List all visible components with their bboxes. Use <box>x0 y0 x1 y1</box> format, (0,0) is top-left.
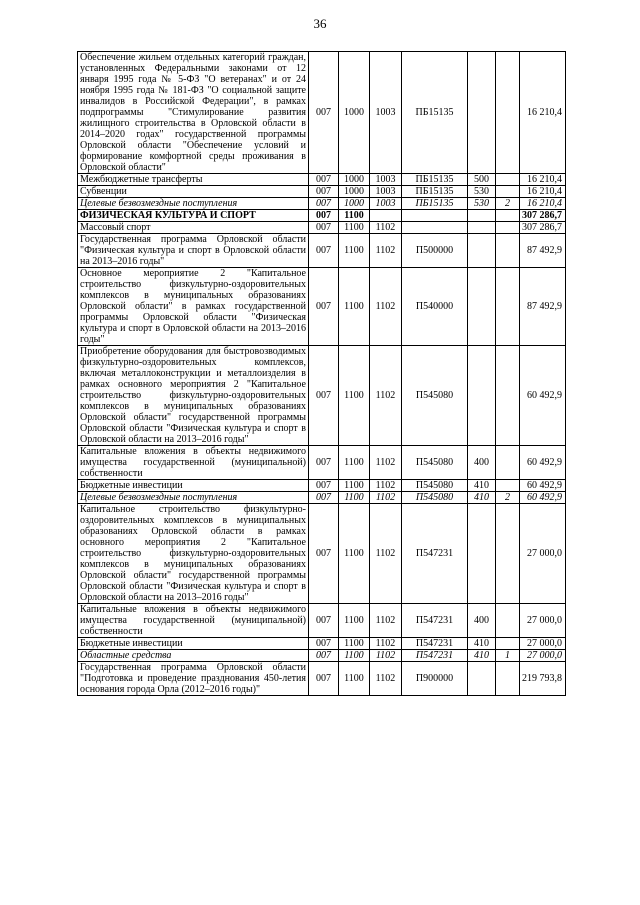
row-ministry-code: 007 <box>309 52 339 174</box>
row-funding-source-code <box>496 210 520 222</box>
table-row <box>78 198 566 210</box>
row-description: Межбюджетные трансферты <box>78 174 309 186</box>
row-funding-source-code <box>496 186 520 198</box>
row-funding-source-code <box>496 480 520 492</box>
row-subsection-code: 1102 <box>370 662 402 696</box>
row-amount: 27 000,0 <box>520 604 566 638</box>
row-subsection-code: 1102 <box>370 504 402 604</box>
table-row <box>78 234 566 268</box>
row-funding-source-code <box>496 446 520 480</box>
row-subsection-code: 1102 <box>370 480 402 492</box>
row-description: Государственная программа Орловской области "Подготовка и проведение празднования 450-летия основания города Орла (2012–2016 годы)" <box>78 662 309 696</box>
row-section-code: 1000 <box>339 174 370 186</box>
table-body <box>78 52 566 696</box>
row-target-article-code: П547231 <box>402 650 468 662</box>
row-section-code: 1100 <box>339 210 370 222</box>
row-expense-type-code: 410 <box>468 638 496 650</box>
row-section-code: 1100 <box>339 638 370 650</box>
row-expense-type-code <box>468 222 496 234</box>
row-amount: 307 286,7 <box>520 210 566 222</box>
row-ministry-code: 007 <box>309 222 339 234</box>
row-amount: 16 210,4 <box>520 174 566 186</box>
table-row <box>78 662 566 696</box>
row-amount: 87 492,9 <box>520 234 566 268</box>
row-subsection-code: 1003 <box>370 174 402 186</box>
row-ministry-code: 007 <box>309 638 339 650</box>
row-amount: 27 000,0 <box>520 638 566 650</box>
row-subsection-code: 1102 <box>370 604 402 638</box>
row-description: Капитальные вложения в объекты недвижимого имущества государственной (муниципальной) собственности <box>78 446 309 480</box>
row-subsection-code: 1102 <box>370 492 402 504</box>
row-target-article-code: П547231 <box>402 638 468 650</box>
row-description: Бюджетные инвестиции <box>78 638 309 650</box>
row-target-article-code: П547231 <box>402 504 468 604</box>
row-ministry-code: 007 <box>309 504 339 604</box>
row-description: Государственная программа Орловской области "Физическая культура и спорт в Орловской области на 2013–2016 годы" <box>78 234 309 268</box>
row-section-code: 1100 <box>339 446 370 480</box>
row-expense-type-code <box>468 234 496 268</box>
row-funding-source-code: 1 <box>496 650 520 662</box>
row-amount: 60 492,9 <box>520 492 566 504</box>
row-amount: 60 492,9 <box>520 480 566 492</box>
row-funding-source-code <box>496 174 520 186</box>
row-subsection-code: 1003 <box>370 52 402 174</box>
row-subsection-code <box>370 210 402 222</box>
row-target-article-code: ПБ15135 <box>402 52 468 174</box>
row-target-article-code: П500000 <box>402 234 468 268</box>
row-expense-type-code: 410 <box>468 480 496 492</box>
row-section-code: 1100 <box>339 504 370 604</box>
row-subsection-code: 1102 <box>370 446 402 480</box>
row-amount: 60 492,9 <box>520 446 566 480</box>
row-ministry-code: 007 <box>309 346 339 446</box>
row-funding-source-code <box>496 222 520 234</box>
row-section-code: 1000 <box>339 198 370 210</box>
row-subsection-code: 1102 <box>370 222 402 234</box>
row-expense-type-code <box>468 210 496 222</box>
row-funding-source-code: 2 <box>496 492 520 504</box>
row-description: Капитальное строительство физкультурно-оздоровительных комплексов в муниципальных образованиях Орловской области в рамках основного мероприятия 2 "Капитальное строительство физкультурно-оздоровительных комплексов в муниципальных образованиях Орловской области" государственной программы Орловской области "Физическая культура и спорт в Орловской области на 2013–2016 годы" <box>78 504 309 604</box>
budget-table <box>77 51 566 696</box>
table-row <box>78 480 566 492</box>
row-subsection-code: 1003 <box>370 186 402 198</box>
row-funding-source-code <box>496 638 520 650</box>
row-amount: 87 492,9 <box>520 268 566 346</box>
row-subsection-code: 1102 <box>370 268 402 346</box>
row-amount: 27 000,0 <box>520 504 566 604</box>
row-amount: 16 210,4 <box>520 198 566 210</box>
row-section-code: 1100 <box>339 650 370 662</box>
row-target-article-code: ПБ15135 <box>402 186 468 198</box>
row-section-code: 1100 <box>339 492 370 504</box>
table-row <box>78 268 566 346</box>
row-expense-type-code <box>468 504 496 604</box>
row-section-code: 1100 <box>339 234 370 268</box>
row-ministry-code: 007 <box>309 446 339 480</box>
row-description: Капитальные вложения в объекты недвижимого имущества государственной (муниципальной) собственности <box>78 604 309 638</box>
row-funding-source-code <box>496 52 520 174</box>
row-amount: 16 210,4 <box>520 52 566 174</box>
row-ministry-code: 007 <box>309 604 339 638</box>
row-ministry-code: 007 <box>309 662 339 696</box>
row-funding-source-code <box>496 604 520 638</box>
row-subsection-code: 1102 <box>370 650 402 662</box>
row-expense-type-code: 410 <box>468 492 496 504</box>
row-description: Основное мероприятие 2 "Капитальное строительство физкультурно-оздоровительных комплексов в муниципальных образованиях Орловской области" в рамках государственной программы Орловской области "Физическая культура и спорт в Орловской области на 2013–2016 годы" <box>78 268 309 346</box>
row-expense-type-code <box>468 268 496 346</box>
row-ministry-code: 007 <box>309 650 339 662</box>
row-target-article-code: П545080 <box>402 492 468 504</box>
table-row <box>78 222 566 234</box>
row-target-article-code: ПБ15135 <box>402 174 468 186</box>
row-description: Приобретение оборудования для быстровозводимых физкультурно-оздоровительных комплексов, включая металлоконструкции и металлоизделия в рамках основного мероприятия 2 "Капитальное строительство физкультурно-оздоровительных комплексов в муниципальных образованиях Орловской области" государственной программы Орловской области "Физическая культура и спорт в Орловской области на 2013–2016 годы" <box>78 346 309 446</box>
row-section-code: 1100 <box>339 662 370 696</box>
row-expense-type-code: 400 <box>468 446 496 480</box>
table-row <box>78 650 566 662</box>
table-row <box>78 210 566 222</box>
row-description: Массовый спорт <box>78 222 309 234</box>
row-subsection-code: 1003 <box>370 198 402 210</box>
row-expense-type-code: 400 <box>468 604 496 638</box>
row-amount: 307 286,7 <box>520 222 566 234</box>
row-ministry-code: 007 <box>309 234 339 268</box>
row-amount: 60 492,9 <box>520 346 566 446</box>
row-target-article-code <box>402 222 468 234</box>
row-expense-type-code: 410 <box>468 650 496 662</box>
row-expense-type-code <box>468 346 496 446</box>
row-funding-source-code <box>496 268 520 346</box>
row-amount: 27 000,0 <box>520 650 566 662</box>
row-description: Целевые безвозмездные поступления <box>78 492 309 504</box>
row-funding-source-code <box>496 346 520 446</box>
row-ministry-code: 007 <box>309 186 339 198</box>
table-row <box>78 186 566 198</box>
row-target-article-code: П545080 <box>402 480 468 492</box>
row-funding-source-code <box>496 234 520 268</box>
page-number: 36 <box>313 16 327 31</box>
row-ministry-code: 007 <box>309 492 339 504</box>
row-ministry-code: 007 <box>309 480 339 492</box>
row-section-code: 1000 <box>339 186 370 198</box>
row-section-code: 1100 <box>339 268 370 346</box>
row-section-code: 1100 <box>339 480 370 492</box>
row-description: Целевые безвозмездные поступления <box>78 198 309 210</box>
row-description: Обеспечение жильем отдельных категорий граждан, установленных Федеральными законами от 12 января 1995 года № 5-ФЗ "О ветеранах" и от 24 ноября 1995 года № 181-ФЗ "О социальной защите инвалидов в Российской Федерации", в рамках подпрограммы "Стимулирование развития жилищного строительства в Орловской области в 2014–2020 годах" государственной программы Орловской области "Обеспечение условий и формирование комфортной среды проживания в Орловской области" <box>78 52 309 174</box>
table-row <box>78 346 566 446</box>
row-section-code: 1100 <box>339 346 370 446</box>
row-ministry-code: 007 <box>309 198 339 210</box>
row-ministry-code: 007 <box>309 210 339 222</box>
row-target-article-code: П545080 <box>402 346 468 446</box>
row-description: Субвенции <box>78 186 309 198</box>
row-subsection-code: 1102 <box>370 234 402 268</box>
row-ministry-code: 007 <box>309 174 339 186</box>
row-target-article-code: П900000 <box>402 662 468 696</box>
row-expense-type-code: 500 <box>468 174 496 186</box>
row-section-code: 1100 <box>339 604 370 638</box>
table-row <box>78 638 566 650</box>
row-target-article-code <box>402 210 468 222</box>
table-row <box>78 174 566 186</box>
row-target-article-code: П540000 <box>402 268 468 346</box>
table-row <box>78 52 566 174</box>
table-row <box>78 446 566 480</box>
row-description: ФИЗИЧЕСКАЯ КУЛЬТУРА И СПОРТ <box>78 210 309 222</box>
row-ministry-code: 007 <box>309 268 339 346</box>
row-section-code: 1100 <box>339 222 370 234</box>
row-target-article-code: П547231 <box>402 604 468 638</box>
table-row <box>78 492 566 504</box>
row-description: Бюджетные инвестиции <box>78 480 309 492</box>
row-expense-type-code <box>468 52 496 174</box>
row-expense-type-code: 530 <box>468 198 496 210</box>
row-expense-type-code <box>468 662 496 696</box>
row-description: Областные средства <box>78 650 309 662</box>
row-target-article-code: П545080 <box>402 446 468 480</box>
row-expense-type-code: 530 <box>468 186 496 198</box>
row-subsection-code: 1102 <box>370 638 402 650</box>
row-funding-source-code <box>496 662 520 696</box>
row-amount: 16 210,4 <box>520 186 566 198</box>
table-row <box>78 504 566 604</box>
table-row <box>78 604 566 638</box>
row-funding-source-code <box>496 504 520 604</box>
row-section-code: 1000 <box>339 52 370 174</box>
row-subsection-code: 1102 <box>370 346 402 446</box>
row-amount: 219 793,8 <box>520 662 566 696</box>
row-target-article-code: ПБ15135 <box>402 198 468 210</box>
row-funding-source-code: 2 <box>496 198 520 210</box>
